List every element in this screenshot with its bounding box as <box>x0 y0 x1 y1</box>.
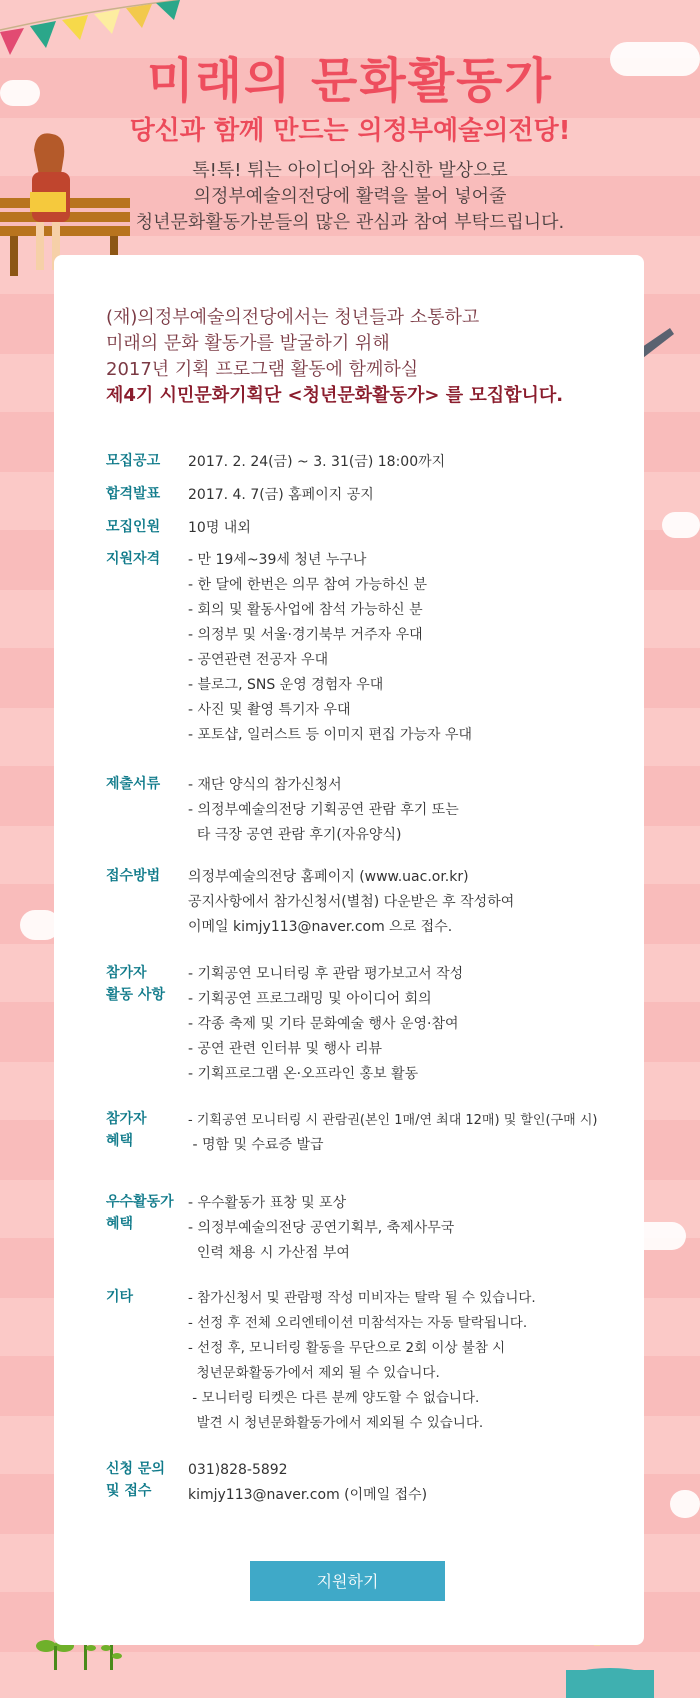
info-line: 타 극장 공연 관람 후기(자유양식) <box>188 827 402 843</box>
info-label <box>106 1191 186 1235</box>
contact-email: kimjy113@naver.com (이메일 접수) <box>188 1487 428 1503</box>
info-line: 공지사항에서 참가신청서(별첨) 다운받은 후 작성하여 <box>188 894 515 910</box>
info-line: - 우수활동가 표창 및 포상 <box>188 1195 347 1211</box>
info-label: 접수방법 <box>106 868 161 884</box>
info-line: - 재단 양식의 참가신청서 <box>188 777 342 793</box>
lead-line: (재)의정부예술의전당에서는 청년들과 소통하고 <box>106 307 480 328</box>
cloud-decoration <box>662 512 700 538</box>
info-label: 모집공고 <box>106 453 161 469</box>
info-line: - 의정부예술의전당 기획공연 관람 후기 또는 <box>188 802 459 818</box>
lead-text <box>106 305 563 409</box>
info-label: 합격발표 <box>106 486 161 502</box>
info-line: - 블로그, SNS 운영 경험자 우대 <box>188 677 384 693</box>
info-line: - 의정부 및 서울·경기북부 거주자 우대 <box>188 627 423 643</box>
lead-line: 2017년 기획 프로그램 활동에 함께하실 <box>106 359 419 380</box>
info-line: - 공연관련 전공자 우대 <box>188 652 329 668</box>
apply-button[interactable]: 지원하기 <box>250 1561 445 1601</box>
info-line: - 선정 후, 모니터링 활동을 무단으로 2회 이상 불참 시 <box>188 1340 506 1356</box>
header <box>0 0 700 255</box>
info-line: - 기획공연 모니터링 시 관람권(본인 1매/연 최대 12매) 및 할인(구매 시) <box>188 1113 598 1128</box>
info-label <box>106 1458 186 1502</box>
info-label-line: 혜택 <box>106 1133 134 1149</box>
intro-text <box>0 158 700 236</box>
info-line: - 모니터링 티켓은 다른 분께 양도할 수 없습니다. <box>188 1390 480 1406</box>
info-value: 2017. 4. 7(금) 홈페이지 공지 <box>188 487 374 503</box>
info-line: 이메일 kimjy113@naver.com 으로 접수. <box>188 919 453 935</box>
page-subtitle: 당신과 함께 만드는 의정부예술의전당! <box>129 116 571 146</box>
info-label-line: 혜택 <box>106 1216 134 1232</box>
info-line: - 기획공연 프로그래밍 및 아이디어 회의 <box>188 991 432 1007</box>
info-line: 인력 채용 시 가산점 부여 <box>188 1245 350 1261</box>
info-label-line: 참가자 <box>106 965 147 981</box>
intro-line: 의정부예술의전당에 활력을 불어 넣어줄 <box>193 186 507 207</box>
info-label-line: 활동 사항 <box>106 987 165 1003</box>
info-value: 10명 내외 <box>188 520 251 536</box>
info-label: 기타 <box>106 1289 134 1305</box>
info-line: - 기획프로그램 온·오프라인 홍보 활동 <box>188 1066 419 1082</box>
info-label-line: 및 접수 <box>106 1483 152 1499</box>
info-line: - 공연 관련 인터뷰 및 행사 리뷰 <box>188 1041 383 1057</box>
info-label <box>106 962 186 1006</box>
info-line: - 참가신청서 및 관람평 작성 미비자는 탈락 될 수 있습니다. <box>188 1290 536 1306</box>
info-line: - 각종 축제 및 기타 문화예술 행사 운영·참여 <box>188 1016 459 1032</box>
info-label: 지원자격 <box>106 551 161 567</box>
info-line: 발견 시 청년문화활동가에서 제외될 수 있습니다. <box>188 1415 484 1431</box>
info-line: - 만 19세~39세 청년 누구나 <box>188 552 367 568</box>
info-label-line: 참가자 <box>106 1111 147 1127</box>
page-title: 미래의 문화활동가 <box>147 53 553 109</box>
info-line: - 의정부예술의전당 공연기획부, 축제사무국 <box>188 1220 455 1236</box>
info-value: 2017. 2. 24(금) ~ 3. 31(금) 18:00까지 <box>188 454 446 470</box>
info-line: - 회의 및 활동사업에 참석 가능하신 분 <box>188 602 423 618</box>
info-label-line: 우수활동가 <box>106 1194 174 1210</box>
info-line: - 기획공연 모니터링 후 관람 평가보고서 작성 <box>188 966 464 982</box>
info-line: - 사진 및 촬영 특기자 우대 <box>188 702 351 718</box>
info-label-line: 신청 문의 <box>106 1461 165 1477</box>
info-line: - 포토샵, 일러스트 등 이미지 편집 가능자 우대 <box>188 727 473 743</box>
lead-line: 미래의 문화 활동가를 발굴하기 위해 <box>106 333 390 354</box>
info-line: - 명함 및 수료증 발급 <box>188 1137 324 1153</box>
info-label: 모집인원 <box>106 519 161 535</box>
info-line: - 한 달에 한번은 의무 참여 가능하신 분 <box>188 577 428 593</box>
contact-phone: 031)828-5892 <box>188 1462 288 1478</box>
info-line: 청년문화활동가에서 제외 될 수 있습니다. <box>188 1365 440 1381</box>
lead-line: 제4기 시민문화기획단 <청년문화활동가> 를 모집합니다. <box>106 385 564 406</box>
info-line: - 선정 후 전체 오리엔테이션 미참석자는 자동 탈락됩니다. <box>188 1315 528 1331</box>
info-label <box>106 1108 186 1152</box>
intro-line: 톡!톡! 튀는 아이디어와 참신한 발상으로 <box>192 160 508 181</box>
intro-line: 청년문화활동가분들의 많은 관심과 참여 부탁드립니다. <box>135 212 565 233</box>
info-label: 제출서류 <box>106 776 161 792</box>
info-line: 의정부예술의전당 홈페이지 (www.uac.or.kr) <box>188 869 469 885</box>
